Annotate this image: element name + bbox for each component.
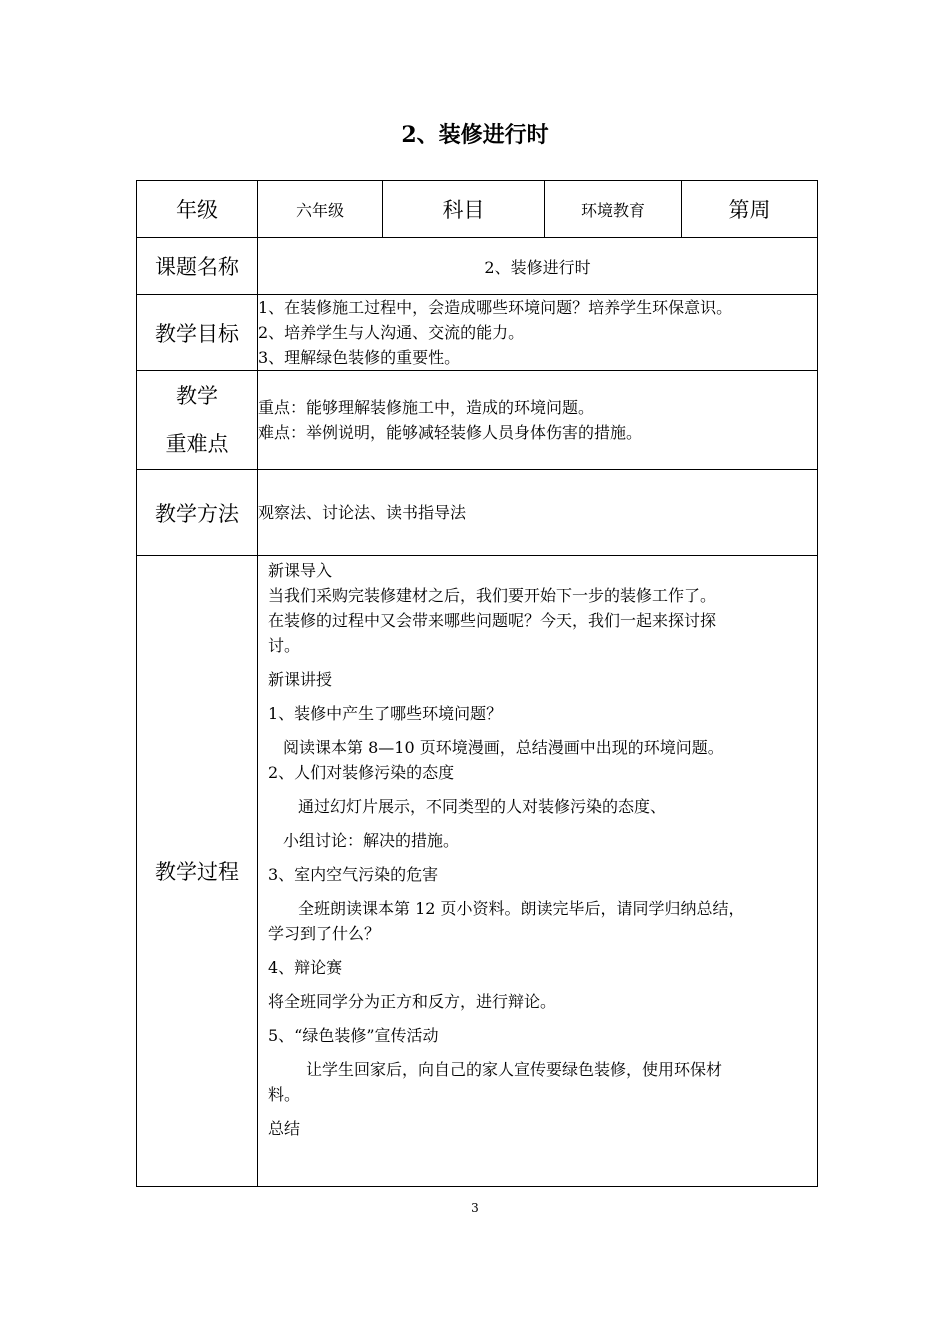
process-line: 2、人们对装修污染的态度 xyxy=(268,763,455,782)
objectives-row xyxy=(137,295,818,371)
process-line: 3、室内空气污染的危害 xyxy=(268,865,439,884)
document-title: 2、装修进行时 xyxy=(401,122,549,148)
page-number: 3 xyxy=(471,1201,479,1215)
keypoints-label-line: 教学 xyxy=(176,384,218,408)
process-line: 新课导入 xyxy=(268,561,333,580)
objective-item: 2、培养学生与人沟通、交流的能力。 xyxy=(258,323,525,342)
process-line: 阅读课本第 8—10 页环境漫画，总结漫画中出现的环境问题。 xyxy=(283,738,724,757)
keypoints-row xyxy=(137,371,818,470)
keypoints-label-line: 重难点 xyxy=(165,432,229,456)
process-line: 总结 xyxy=(268,1119,301,1138)
process-line: 通过幻灯片展示，不同类型的人对装修污染的态度、 xyxy=(298,797,667,816)
process-line: 全班朗读课本第 12 页小资料。朗读完毕后，请同学归纳总结， xyxy=(298,899,745,918)
process-line: 5、“绿色装修”宣传活动 xyxy=(268,1026,439,1045)
lesson-name-label: 课题名称 xyxy=(137,238,258,295)
process-line: 4、辩论赛 xyxy=(268,958,343,977)
subject-label: 科目 xyxy=(383,181,545,238)
keypoints-content xyxy=(258,371,818,470)
process-line: 讨。 xyxy=(268,636,301,655)
methods-row xyxy=(137,470,818,556)
process-line: 料。 xyxy=(268,1085,301,1104)
process-line: 学习到了什么？ xyxy=(268,924,381,943)
keypoints-label xyxy=(137,371,258,470)
objectives-label: 教学目标 xyxy=(137,295,258,371)
process-line: 让学生回家后，向自己的家人宣传要绿色装修，使用环保材 xyxy=(306,1060,723,1079)
lesson-plan-table xyxy=(136,180,818,1187)
process-line: 1、装修中产生了哪些环境问题？ xyxy=(268,704,503,723)
grade-label: 年级 xyxy=(137,181,258,238)
header-row xyxy=(137,181,818,238)
objective-item: 3、理解绿色装修的重要性。 xyxy=(258,348,461,367)
process-content xyxy=(258,556,818,1187)
objective-item: 1、在装修施工过程中，会造成哪些环境问题？培养学生环保意识。 xyxy=(258,298,733,317)
process-row xyxy=(137,556,818,1187)
week-label: 第周 xyxy=(682,181,818,238)
lesson-name-row xyxy=(137,238,818,295)
grade-value: 六年级 xyxy=(258,181,383,238)
methods-label: 教学方法 xyxy=(137,470,258,556)
subject-value: 环境教育 xyxy=(545,181,682,238)
process-line: 将全班同学分为正方和反方，进行辩论。 xyxy=(268,992,557,1011)
keypoint-item: 重点：能够理解装修施工中，造成的环境问题。 xyxy=(258,398,595,417)
process-label: 教学过程 xyxy=(137,556,258,1187)
process-line: 当我们采购完装修建材之后，我们要开始下一步的装修工作了。 xyxy=(268,586,717,605)
lesson-name-value: 2、装修进行时 xyxy=(258,238,818,295)
objectives-content xyxy=(258,295,818,371)
keypoint-item: 难点：举例说明，能够减轻装修人员身体伤害的措施。 xyxy=(258,423,643,442)
process-line: 在装修的过程中又会带来哪些问题呢？今天，我们一起来探讨探 xyxy=(268,611,717,630)
process-line: 新课讲授 xyxy=(268,670,333,689)
methods-value: 观察法、讨论法、读书指导法 xyxy=(258,470,818,556)
process-line: 小组讨论：解决的措施。 xyxy=(283,831,460,850)
